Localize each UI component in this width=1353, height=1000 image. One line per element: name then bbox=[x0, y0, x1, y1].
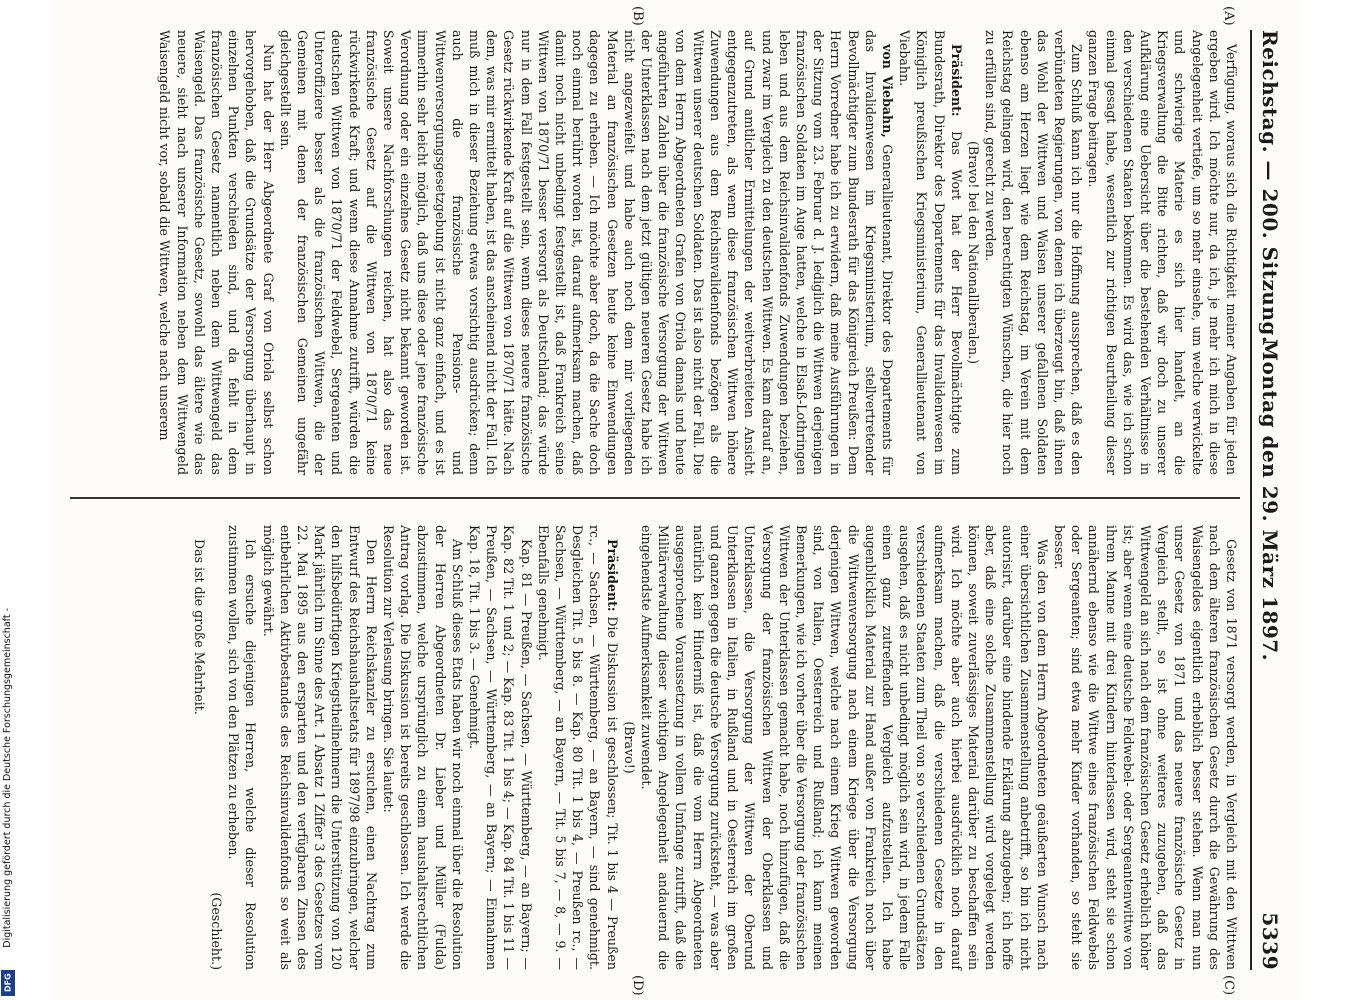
speaker-name: Präsident: bbox=[948, 44, 964, 117]
paragraph: Ich ersuche diejenigen Herren, welche dieser Resolution zustimmen wollen, sich von den Plätzen zu erheben. bbox=[226, 525, 259, 970]
paragraph: Gesetz von 1871 versorgt werden, in Vergleich mit den Wittwen nach dem älteren französischen Gesetz durch die Gewährung des Waisengeldes eigentlich erheblich besser stehen. Wenn man nun unser Gesetz von 1871 und das neuere französische Gesetz in Vergleich stellt, so ist ohne weiteres zuzugeben, daß das Wittwengeld an sich nach dem französischen Gesetz erheblich höher ist; aber wenn eine deutsche Feldwebel- oder Sergeantenwittwe von ihrem Manne mit drei Kindern hinterlassen wird, steht sie schon annähernd ebenso wie die Wittwe eines französischen Feldwebels oder Sergeanten; sind etwa mehr Kinder vorhanden, so steht sie besser. bbox=[1051, 525, 1239, 970]
paragraph: Verfügung, woraus sich die Richtigkeit meiner Angaben für jeden ergeben wird. Ich möchte nur, da ich, je mehr ich mich in diese Angelegenheit vertiefe, um so mehr einsehe, um welche verwickelte und schwierige Materie es sich hier handelt, an die Kriegsverwaltung die Bitte richten, daß wir doch zu unserer Aufklärung eine Uebersicht über die bestehenden Verhältnisse in den verschiedenen Staaten bekommen. Es wird das, wie ich schon einmal gesagt habe, wesentlich zur richtigen Beurtheilung dieser ganzen Frage beitragen. bbox=[1086, 30, 1239, 475]
paragraph: Zum Schluß kann ich nur die Hoffnung aussprechen, daß es den verbündeten Regierungen, von denen ich überzeugt bin, daß ihnen das Wohl der Wittwen und Waisen unserer gefallenen Soldaten ebenso am Herzen liegt wie dem Reichstag, im Verein mit dem Reichstag gelingen wird, den berechtigten Wünschen, die hier noch zu erfüllen sind, gerecht zu werden. bbox=[983, 30, 1085, 475]
margin-mark-c: (C) bbox=[1221, 975, 1236, 996]
left-text-column bbox=[70, 30, 1240, 475]
paragraph bbox=[896, 30, 965, 475]
dfg-logo: DFG bbox=[1, 970, 15, 996]
paragraph: Das ist die große Mehrheit. bbox=[191, 539, 207, 715]
speech-text: Das Wort hat der Herr Bevollmächtigte zum Bundesrath, Direktor des Departements für das Invalidenwesen im Königlich preußischen Kriegsministerium, Generallieutenant von Viebahn. bbox=[897, 30, 964, 475]
interjection: (Geschieht.) bbox=[209, 892, 225, 970]
right-text-column bbox=[191, 525, 1240, 970]
paragraph: Am Schluß dieses Etats haben wir noch einmal über die Resolution der Herren Abgeordneten Dr. Lieber und Müller (Fulda) abzustimmen, welche ursprünglich zu einem haushaltsrechtlichen Antrag vorlag. Die Diskussion ist bereits geschlossen. Ich werde die Resolution zur Verlesung bringen. Sie lautet: bbox=[381, 525, 465, 970]
margin-mark-d: (D) bbox=[630, 975, 645, 996]
paragraph: Was den von dem Herrn Abgeordneten geäußerten Wunsch nach einer übersichtlichen Zusammenstellung anbetrifft, so bin ich nicht autorisirt, darüber eine bindende Erklärung abzugeben; ich hoffe aber, daß eine solche Zusammenstellung wird vorgelegt werden können, soweit zuverlässiges Material darüber zu beschaffen sein wird. Ich möchte aber auch hierbei ausdrücklich noch darauf aufmerksam machen, daß die verschiedenen Gesetze in den verschiedenen Staaten zum Theil von so verschiedenen Grundsätzen ausgehen, daß es nicht unbedingt möglich sein wird, in jedem Falle einen ganz zutreffenden Vergleich aufzustellen. Ich habe augenblicklich Material zur Hand außer von Frankreich noch über die Wittwenversorgung nach einem Kriege über die Versorgung derjenigen Wittwen, welche nach einem Krieg Wittwen geworden sind, von Italien, Oesterreich und Rußland; ich kann meinen Bemerkungen, wie ich vorher über die Versorgung der französischen Wittwen der Unterklassen gemacht habe, noch hinzufügen, daß die Versorgung der französischen Wittwen der Oberklassen und Unterklassen, die Versorgung der Wittwen der Oberund Unterklassen in Italien, in Rußland und in Oesterreich im großen und ganzen gegen die deutsche Versorgung zurücksteht, — was aber natürlich kein Hinderniß ist, daß die vom Herrn Abgeordneten ausgesprochene Voraussetzung in vollem Umfange zutrifft, daß die Militärverwaltung dieser wichtigen Angelegenheit andauernd die eingehendste Aufmerksamkeit zuwendet. bbox=[639, 525, 1050, 970]
page-header bbox=[1250, 30, 1286, 970]
digitization-credit: Digitalisierung gefördert durch die Deutsche Forschungsgemeinschaft - bbox=[2, 608, 13, 948]
interjection: (Bravo!) bbox=[621, 721, 637, 774]
header-date: Montag den 29. März 1897. bbox=[1258, 338, 1282, 662]
resolution-text: Den Herrn Reichskanzler zu ersuchen, einen Nachtrag zum Entwurf des Reichshaushaltsetats für 1897/98 einzubringen, welcher den hilfsbedürftigen Kriegstheilnehmern die Unterstützung von 120 Mark jährlich im Sinne des Art. 1 Absatz 1 Ziffer 3 des Gesetzes vom 22. Mai 1895 aus den ersparten und den verfügbaren Zinsen des entbehrlichen Aktivbestandes des Reichsinvalidenfonds so weit als möglich gewährt. bbox=[260, 525, 379, 970]
speaker-name: Präsident: bbox=[604, 539, 620, 612]
page-number: 5339 bbox=[1258, 912, 1282, 970]
column-divider bbox=[70, 497, 1240, 499]
interjection: (Bravo! bei den Nationalliberalen.) bbox=[965, 140, 981, 365]
header-session-title: Reichstag. — 200. Sitzung. bbox=[1258, 30, 1282, 344]
paragraph bbox=[535, 525, 621, 970]
paragraph bbox=[277, 30, 896, 475]
rotated-page-scan bbox=[50, 0, 1300, 1000]
speech-text: Generallieutenant, Direktor des Departements für das Invalidenwesen im Kriegsministerium, stellvertretender Bevollmächtigter zum Bundesrath für das Königreich Preußen: Dem Herrn Vorredner habe ich zu erwidern, daß meine Ausführungen in der Sitzung vom 23. Februar d. J. lediglich die Wittwen derjenigen französischen Soldaten im Auge hatten, welche in Elsaß-Lothringen leben und aus dem Reichsinvalidenfonds Zuwendungen beziehen, und zwar im Vergleich zu den deutschen Wittwen. Es kam darauf an, auf Grund amtlicher Ermittelungen der weitverbreiteten Ansicht entgegenzutreten, als wenn diese französischen Wittwen höhere Zuwendungen aus dem Reichsinvalidenfonds bezögen als die Wittwen unserer deutschen Soldaten. Das ist also nicht der Fall. Die von dem Herrn Abgeordneten Grafen von Oriola damals und heute angeführten Zahlen über die französische Versorgung der Wittwen der Unterklassen nach dem jetzt gültigen neueren Gesetz habe ich nicht angezweifelt und habe auch noch dem mir vorliegenden Material an französischen Gesetzen heute keine Einwendungen dagegen zu erheben. — Ich möchte aber doch, da die Sache doch noch einmal berührt worden ist, darauf aufmerksam machen, daß damit noch nicht unbedingt festgestellt ist, daß Frankreich seine Wittwen von 1870/71 besser versorgt als Deutschland; das würde nur in dem Fall festgestellt sein, wenn dieses neuere französische Gesetz rückwirkende Kraft auf die Wittwen von 1870/71 hätte. Nach dem, was mir ermittelt haben, ist das anscheinend nicht der Fall. Ich muß mich in dieser Beziehung etwas vorsichtig ausdrücken; denn auch die französische Pensions- und Wittwenversorgungsgesetzgebung ist nicht ganz einfach, und es ist immerhin sehr leicht möglich, daß uns diese oder jene französische Verordnung oder ein einzelnes Gesetz nicht bekannt geworden ist. Soweit unsere Nachforschungen reichen, hat also das neue französische Gesetz auf die Wittwen von 1870/71 keine rückwirkende Kraft; und wenn diese Annahme zutrifft, würden die deutschen Wittwen von 1870/71 der Feldwebel, Sergeanten und Unteroffiziere besser als die französischen Wittwen, die der Gemeinen mit denen der französischen Gemeinen ungefähr gleichgestellt sein. bbox=[277, 30, 895, 475]
margin-mark-b: (B) bbox=[630, 6, 645, 26]
paragraph: Kap. 81 — Preußen, — Sachsen, — Württemberg, — an Bayern; — Kap. 82 Tit. 1 und 2; — Kap. 83 Tit. 1 bis 4; — Kap. 84 Tit. 1 bis 11 — Preußen, — Sachsen, — Württemberg, — an Bayern; — Einnahmen Kap. 18, Tit. 1 bis 3. — Genehmigt. bbox=[467, 525, 534, 970]
paragraph: Nun hat der Herr Abgeordnete Graf von Oriola selbst schon hervorgehoben, daß die Grundsätze der Versorgung überhaupt in einzelnen Punkten verschieden sind, und da fehlt in dem französischen Gesetz namentlich neben dem Wittwengeld das Waisengeld. Das französische Gesetz, sowohl das ältere wie das neuere, sieht nach unserer Information neben dem Wittwengeld Waisengeld nicht vor, sobald die Wittwen, welche nach unserem bbox=[157, 30, 276, 475]
speaker-name: von Viebahn, bbox=[879, 44, 895, 138]
margin-mark-a: (A) bbox=[1221, 6, 1236, 26]
speech-text: Die Diskussion ist geschlossen; Tit. 1 bis 4 — Preußen rc., — Sachsen, — Württemberg, — an Bayern, — sind genehmigt. Desgleichen Tit. 5 bis 8. — Kap. 80 Tit. 1 bis 4, — Preußen rc., — Sachsen, — Württemberg, — an Bayern, — Tit. 5 bis 7, — 8, — 9. — Ebenfalls genehmigt. bbox=[535, 525, 620, 970]
